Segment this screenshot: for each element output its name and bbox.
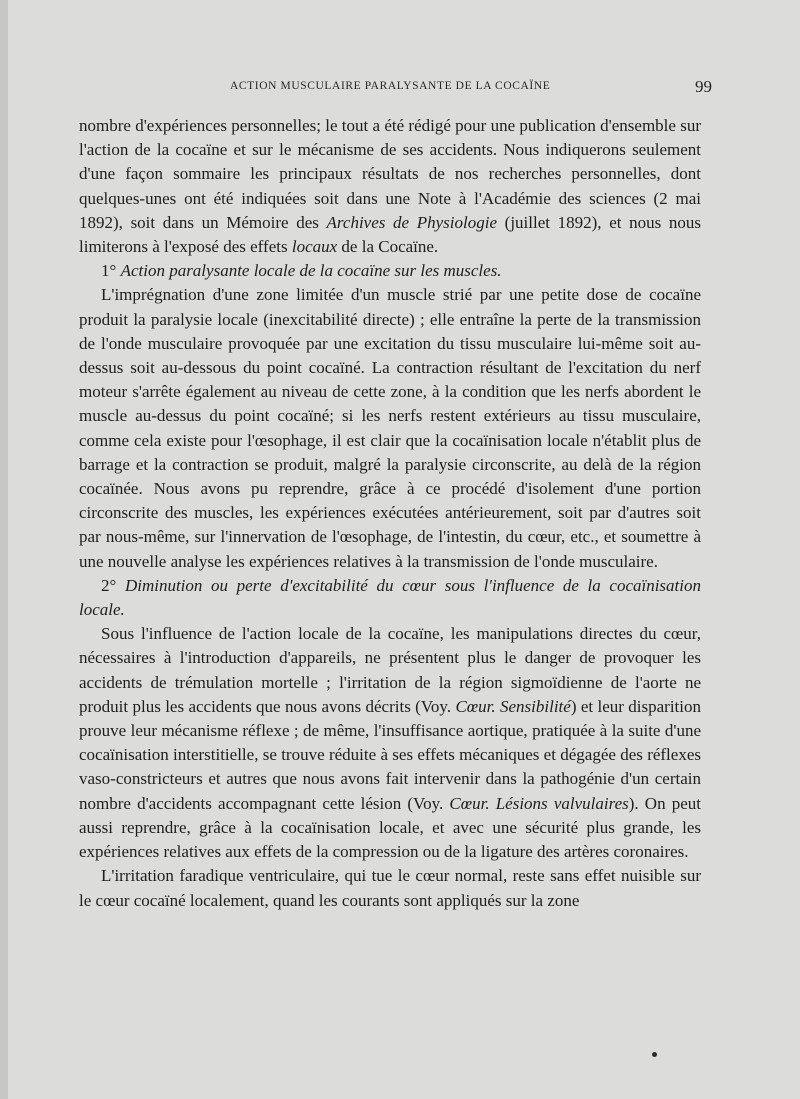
running-header bbox=[78, 76, 712, 102]
text-run: ) et leur disparition prouve leur mécanisme réflexe ; de même, l'insuffisance aortique, pratiquée à la suite d'une cocaïnisation interstitielle, se trouve réduite à ses effets mécaniques et dégagée des réflexes vaso-constricteurs et autres que nous avons fait intervenir dans la pathogénie d'un certain nombre d'accidents accompagnant cette lésion (Voy. bbox=[79, 696, 702, 813]
italic-locaux: locaux bbox=[291, 237, 338, 257]
section-title: Diminution ou perte d'excitabilité du cœur sous l'influence de la cocaïnisation locale. bbox=[79, 575, 701, 620]
italic-citation-lesions: Cœur. Lésions valvulaires bbox=[449, 793, 629, 813]
text-run: de la Cocaïne. bbox=[337, 237, 439, 257]
text-run: Sous l'influence de l'action locale de la cocaïne, les manipulations directes du cœur, nécessaires à l'introduction d'appareils, ne présentent plus le danger de provoquer les accidents de trémulation mortelle ; l'irritation de la région sigmoïdienne de l'aorte ne produit plus les accidents que nous avons décrits (Voy. bbox=[79, 624, 701, 716]
section-number: 1° bbox=[101, 261, 121, 281]
page-edge bbox=[0, 0, 8, 1099]
text-run: nombre d'expériences personnelles; le tout a été rédigé pour une publication d'ensemble sur l'action de la cocaïne et sur le mécanisme de ses accidents. Nous indiquerons seulement d'une façon sommaire les principaux résultats de nos recherches personnelles, dont quelques-unes ont été indiquées soit dans une Note à l'Académie des sciences (2 mai 1892), soit dans un Mémoire des bbox=[79, 116, 701, 232]
paragraph-coeur bbox=[79, 622, 701, 864]
italic-citation-sensibilite: Cœur. Sensibilité bbox=[455, 696, 571, 716]
section-heading-2 bbox=[79, 574, 701, 622]
text-run: (juillet 1892), et nous nous limiterons à l'exposé des effets bbox=[79, 212, 702, 257]
section-number: 2° bbox=[101, 575, 125, 595]
text-run: ). On peut aussi reprendre, grâce à la cocaïnisation locale, et avec une sécurité plus grande, les expériences relatives aux effets de la compression ou de la ligature des artères coronaires. bbox=[79, 793, 701, 862]
page-number: 99 bbox=[695, 77, 712, 96]
ink-dot bbox=[652, 1052, 657, 1057]
paragraph-faradique: L'irritation faradique ventriculaire, qui tue le cœur normal, reste sans effet nuisible sur le cœur cocaïné localement, quand les courants sont appliqués sur la zone bbox=[79, 866, 701, 910]
italic-citation-archives: Archives de Physiologie bbox=[326, 212, 498, 232]
section-title: Action paralysante locale de la cocaïne sur les muscles. bbox=[120, 261, 502, 281]
running-title: ACTION MUSCULAIRE PARALYSANTE DE LA COCAÏNE bbox=[230, 80, 551, 92]
body-text bbox=[79, 114, 701, 913]
section-heading-1 bbox=[79, 259, 701, 283]
paragraph-muscles: L'imprégnation d'une zone limitée d'un muscle strié par une petite dose de cocaïne produit la paralysie locale (inexcitabilité directe) ; elle entraîne la perte de la transmission de l'onde musculaire provoquée par une excitation du tissu musculaire lui-même soit au-dessus soit au-dessous du point cocaïné. La contraction résultant de l'excitation du nerf moteur s'arrête également au niveau de cette zone, à la condition que les nerfs abordent le muscle au-dessus du point cocaïné; si les nerfs restent extérieurs au tissu musculaire, comme cela existe pour l'œsophage, il est clair que la cocaïnisation locale n'établit plus de barrage et la contraction se produit, malgré la paralysie circonscrite, au delà de la région cocaïnée. Nous avons pu reprendre, grâce à ce procédé d'isolement d'une portion circonscrite des muscles, les expériences exécutées antérieurement, soit par d'autres soit par nous-même, sur l'innervation de l'œsophage, de l'intestin, du cœur, etc., et soumettre à une nouvelle analyse les expériences relatives à la transmission de l'onde musculaire. bbox=[79, 285, 701, 571]
paragraph-continuation bbox=[79, 114, 701, 259]
